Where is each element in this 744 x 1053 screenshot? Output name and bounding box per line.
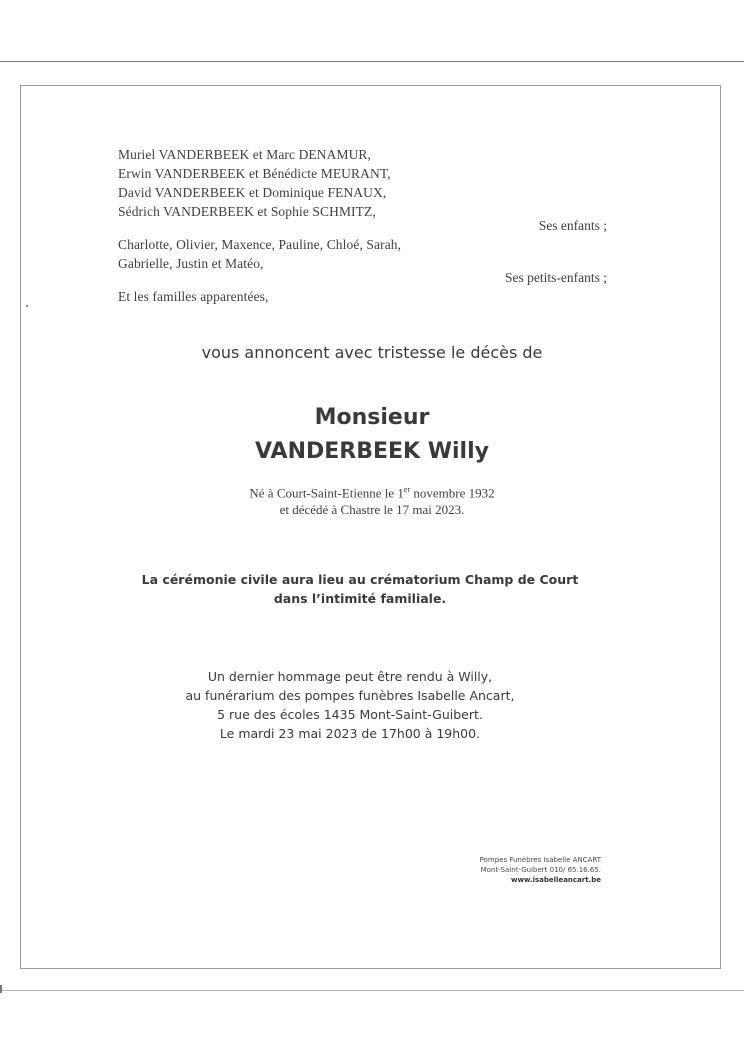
ceremony-line: La cérémonie civile aura lieu au crématorium Champ de Court (141, 572, 579, 587)
scan-bottom-tick (0, 985, 2, 993)
birth-prefix: Né à Court-Saint-Etienne le 1 (249, 485, 404, 501)
relatives-line (118, 287, 269, 306)
deceased-honorific: Monsieur (314, 405, 430, 430)
child-line: Sédrich VANDERBEEK et Sophie SCHMITZ, (118, 204, 376, 219)
ceremony-info (0, 570, 720, 608)
tribute-line: Un dernier hommage peut être rendu à Willy, (207, 669, 493, 684)
funeral-home-name: Pompes Funèbres Isabelle ANCART (479, 856, 601, 864)
life-dates (0, 481, 744, 518)
death-line: et décédé à Chastre le 17 mai 2023. (279, 502, 465, 518)
grandchildren-line: Gabrielle, Justin et Matéo, (118, 256, 264, 271)
tribute-line: Le mardi 23 mai 2023 de 17h00 à 19h00. (219, 726, 481, 741)
funeral-home-contact: Mont-Saint-Guibert 010/ 65.16.65. (480, 866, 601, 874)
children-role: Ses enfants ; (538, 218, 607, 233)
deceased-name: VANDERBEEK Willy (255, 439, 489, 464)
scan-bottom-line (0, 990, 744, 991)
relatives-text: Et les familles apparentées, (118, 289, 269, 304)
birth-line (0, 481, 744, 501)
tribute-line: au funérarium des pompes funèbres Isabelle Ancart, (185, 688, 515, 703)
ceremony-line: dans l’intimité familiale. (273, 591, 447, 606)
children-list (118, 145, 391, 221)
scan-top-line (0, 61, 744, 62)
child-line: Erwin VANDERBEEK et Bénédicte MEURANT, (118, 166, 391, 181)
grandchildren-list (118, 235, 401, 273)
grandchildren-line: Charlotte, Olivier, Maxence, Pauline, Chloé, Sarah, (118, 237, 402, 252)
announcement: vous annoncent avec tristesse le décès de (201, 343, 543, 362)
tribute-info (0, 667, 700, 743)
funeral-home-stamp (480, 855, 601, 885)
tribute-line: 5 rue des écoles 1435 Mont-Saint-Guibert. (217, 707, 483, 722)
child-line: David VANDERBEEK et Dominique FENAUX, (118, 185, 387, 200)
child-line: Muriel VANDERBEEK et Marc DENAMUR, (118, 147, 372, 162)
grandchildren-role: Ses petits-enfants ; (505, 270, 607, 285)
birth-ordinal: er (403, 485, 411, 494)
funeral-home-website: www.isabelleancart.be (510, 876, 601, 884)
birth-suffix: novembre 1932 (410, 485, 495, 501)
